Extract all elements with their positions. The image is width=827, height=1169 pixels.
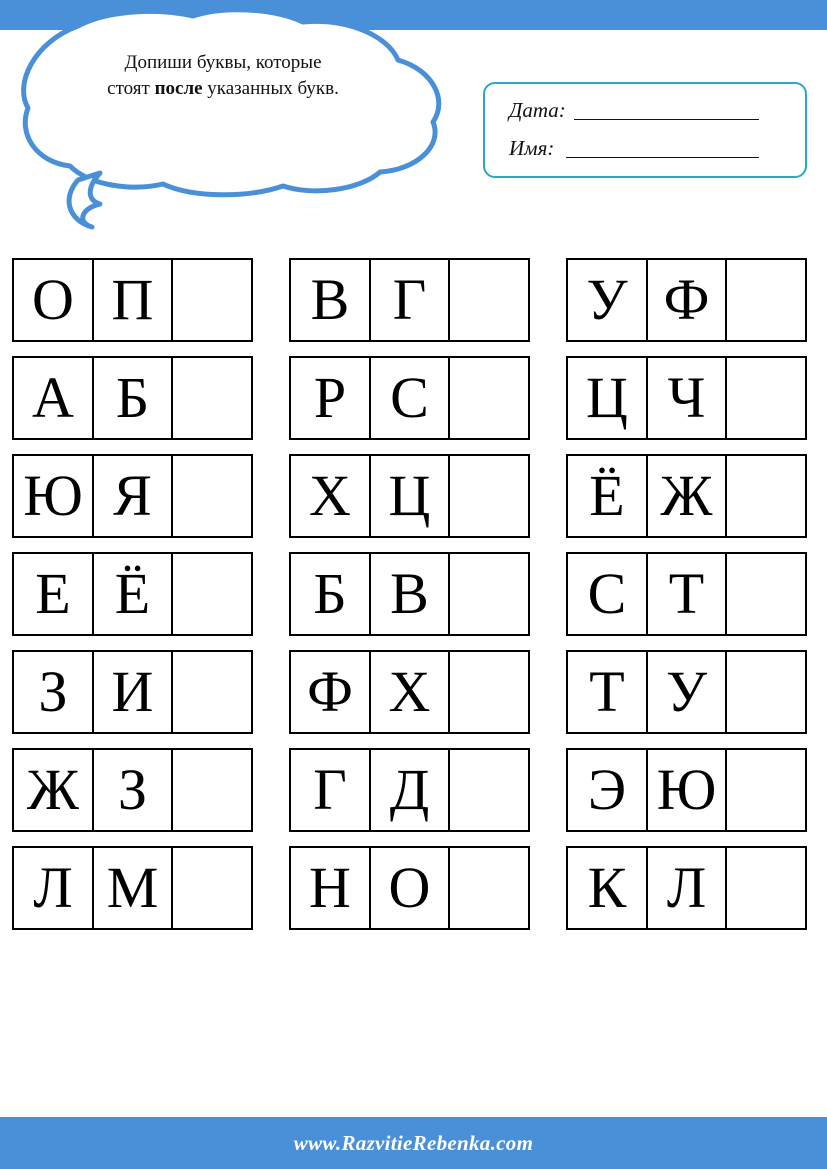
answer-cell[interactable] [171,552,253,636]
exercise-item [12,748,288,846]
letter-boxes [566,846,807,930]
answer-cell[interactable] [725,258,807,342]
letter-boxes [289,846,530,930]
letter-boxes [12,552,253,636]
exercise-item [566,846,827,944]
letter-boxes [12,258,253,342]
given-letter-cell: Ц [566,356,648,440]
name-label: Имя: [509,136,555,160]
name-input-line[interactable] [566,142,759,158]
given-letter-cell: Т [646,552,728,636]
date-name-box [483,82,807,178]
given-letter-cell: Д [369,748,451,832]
exercise-item [289,748,565,846]
given-letter-cell: У [646,650,728,734]
website-url[interactable]: www.RazvitieRebenka.com [293,1130,534,1155]
letter-boxes [566,748,807,832]
given-letter-cell: Б [289,552,371,636]
given-letter-cell: Т [566,650,648,734]
answer-cell[interactable] [725,552,807,636]
exercise-item [566,552,827,650]
given-letter-cell: Ч [646,356,728,440]
given-letter-cell: В [369,552,451,636]
letter-boxes [566,454,807,538]
instruction-text [53,50,393,101]
exercise-item [566,650,827,748]
given-letter-cell: К [566,846,648,930]
answer-cell[interactable] [448,356,530,440]
given-letter-cell: Г [369,258,451,342]
answer-cell[interactable] [171,748,253,832]
letter-boxes [289,552,530,636]
exercise-item [289,258,565,356]
letter-boxes [12,454,253,538]
answer-cell[interactable] [725,356,807,440]
exercise-item [289,650,565,748]
exercise-item [289,846,565,944]
given-letter-cell: З [92,748,174,832]
given-letter-cell: Я [92,454,174,538]
exercise-grid [12,258,815,944]
exercise-item [566,356,827,454]
answer-cell[interactable] [725,846,807,930]
exercise-item [289,356,565,454]
letter-boxes [566,258,807,342]
given-letter-cell: Х [369,650,451,734]
exercise-item [566,454,827,552]
given-letter-cell: И [92,650,174,734]
given-letter-cell: М [92,846,174,930]
answer-cell[interactable] [448,552,530,636]
letter-boxes [12,650,253,734]
exercise-item [289,552,565,650]
answer-cell[interactable] [171,846,253,930]
letter-boxes [12,846,253,930]
letter-boxes [12,748,253,832]
answer-cell[interactable] [448,650,530,734]
answer-cell[interactable] [171,258,253,342]
answer-cell[interactable] [171,454,253,538]
instruction-line-2-before: стоят [107,77,155,99]
given-letter-cell: Ж [646,454,728,538]
instruction-line-2-after: указанных букв. [202,77,339,99]
answer-cell[interactable] [448,258,530,342]
given-letter-cell: Ю [12,454,94,538]
exercise-item [566,748,827,846]
exercise-item [12,846,288,944]
date-input-line[interactable] [574,104,759,120]
answer-cell[interactable] [171,650,253,734]
letter-boxes [289,356,530,440]
given-letter-cell: Р [289,356,371,440]
given-letter-cell: Г [289,748,371,832]
answer-cell[interactable] [171,356,253,440]
given-letter-cell: Ж [12,748,94,832]
answer-cell[interactable] [448,846,530,930]
letter-boxes [289,650,530,734]
exercise-item [12,356,288,454]
given-letter-cell: А [12,356,94,440]
given-letter-cell: У [566,258,648,342]
answer-cell[interactable] [725,650,807,734]
footer-bar [0,1117,827,1169]
given-letter-cell: Ю [646,748,728,832]
given-letter-cell: Ф [289,650,371,734]
exercise-item [12,258,288,356]
letter-boxes [566,650,807,734]
given-letter-cell: Э [566,748,648,832]
date-label: Дата: [509,98,566,122]
given-letter-cell: В [289,258,371,342]
letter-boxes [289,258,530,342]
answer-cell[interactable] [725,454,807,538]
given-letter-cell: Х [289,454,371,538]
given-letter-cell: Е [12,552,94,636]
given-letter-cell: П [92,258,174,342]
given-letter-cell: З [12,650,94,734]
given-letter-cell: Б [92,356,174,440]
given-letter-cell: О [12,258,94,342]
answer-cell[interactable] [725,748,807,832]
given-letter-cell: Л [646,846,728,930]
given-letter-cell: Ц [369,454,451,538]
letter-boxes [12,356,253,440]
speech-bubble-shape [8,8,458,233]
letter-boxes [566,356,807,440]
instruction-line-2-bold: после [154,77,203,99]
exercise-item [12,454,288,552]
letter-boxes [566,552,807,636]
instruction-speech-bubble [8,8,458,233]
answer-cell[interactable] [448,748,530,832]
given-letter-cell: Ё [566,454,648,538]
answer-cell[interactable] [448,454,530,538]
date-row [509,98,759,123]
name-row [509,136,759,161]
given-letter-cell: Л [12,846,94,930]
exercise-item [12,552,288,650]
exercise-item [289,454,565,552]
letter-boxes [289,454,530,538]
given-letter-cell: О [369,846,451,930]
given-letter-cell: Ф [646,258,728,342]
exercise-item [12,650,288,748]
given-letter-cell: С [566,552,648,636]
given-letter-cell: С [369,356,451,440]
instruction-line-1: Допиши буквы, которые [124,52,322,73]
exercise-item [566,258,827,356]
letter-boxes [289,748,530,832]
given-letter-cell: Ё [92,552,174,636]
given-letter-cell: Н [289,846,371,930]
